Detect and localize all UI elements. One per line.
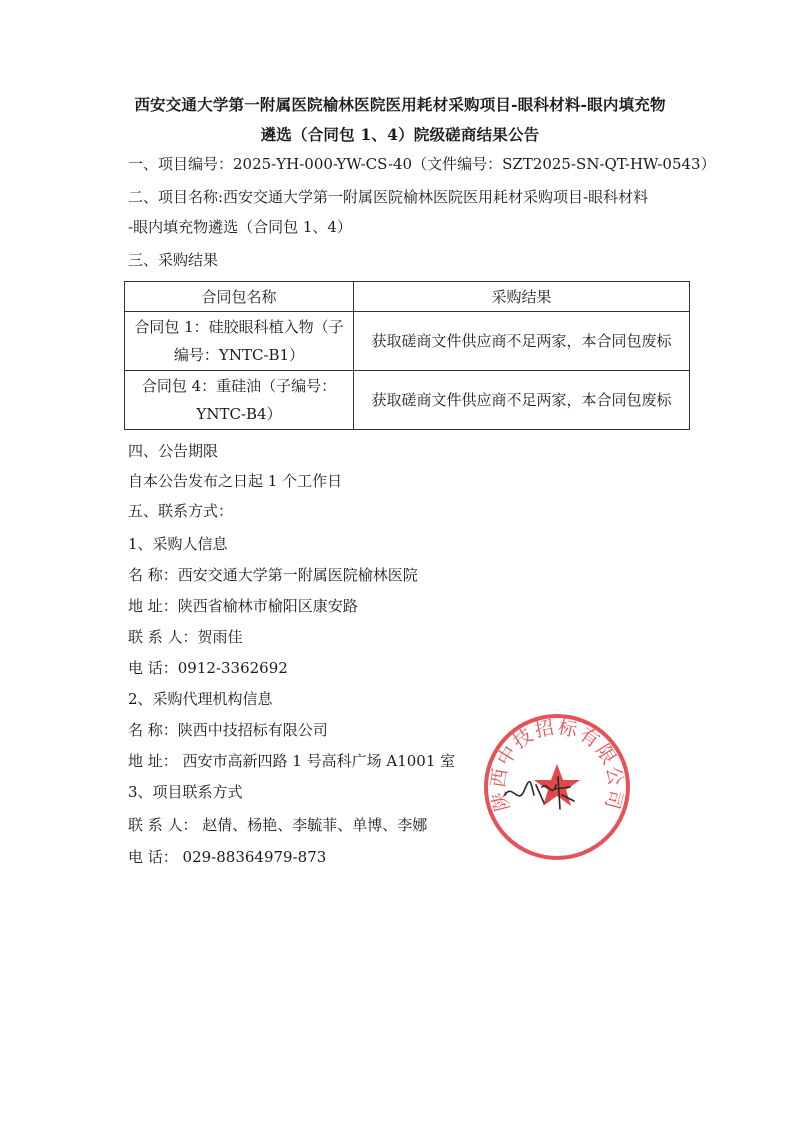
agency-address: 地 址： 西安市高新四路 1 号高科广场 A1001 室 <box>128 752 456 770</box>
package-line-1: 合同包 4：重硅油（子编号： <box>141 377 337 395</box>
agency-heading: 2、采购代理机构信息 <box>128 690 273 708</box>
table-row <box>125 371 690 430</box>
package-line-2: YNTC-B4） <box>196 405 282 423</box>
table-header-row <box>125 282 690 312</box>
agency-name: 名 称：陕西中技招标有限公司 <box>128 721 328 739</box>
purchaser-name: 名 称：西安交通大学第一附属医院榆林医院 <box>128 566 418 584</box>
title-line-1: 西安交通大学第一附属医院榆林医院医用耗材采购项目-眼科材料-眼内填充物 <box>134 95 666 114</box>
table-header-package: 合同包名称 <box>125 282 354 312</box>
seal-text: 陕西中技招标有限公司 <box>487 716 627 814</box>
table-header-result: 采购结果 <box>354 282 690 312</box>
purchaser-address: 地 址：陕西省榆林市榆阳区康安路 <box>128 597 358 615</box>
table-cell-package <box>125 371 354 430</box>
result-table <box>124 281 690 430</box>
notice-period-text: 自本公告发布之日起 1 个工作日 <box>128 472 343 490</box>
project-contact-heading: 3、项目联系方式 <box>128 783 243 801</box>
project-name-line-1: 二、项目名称:西安交通大学第一附属医院榆林医院医用耗材采购项目-眼科材料 <box>128 188 649 206</box>
table-cell-package <box>125 312 354 371</box>
purchaser-contact: 联 系 人：贺雨佳 <box>128 628 243 646</box>
table-row <box>125 312 690 371</box>
table-cell-result: 获取磋商文件供应商不足两家，本合同包废标 <box>354 312 690 371</box>
table-cell-result: 获取磋商文件供应商不足两家，本合同包废标 <box>354 371 690 430</box>
purchaser-heading: 1、采购人信息 <box>128 535 228 553</box>
package-line-2: 编号：YNTC-B1） <box>173 346 305 364</box>
project-number: 一、项目编号：2025-YH-000-YW-CS-40（文件编号：SZT2025-SN-QT-HW-0543） <box>128 155 716 173</box>
project-name-line-2: -眼内填充物遴选（合同包 1、4） <box>128 218 352 236</box>
package-line-1: 合同包 1：硅胶眼科植入物（子 <box>134 318 344 336</box>
purchaser-phone: 电 话：0912-3362692 <box>128 659 288 677</box>
result-heading: 三、采购结果 <box>128 251 219 269</box>
title-line-2: 遴选（合同包 1、4）院级磋商结果公告 <box>260 125 540 144</box>
project-contact-people: 联 系 人： 赵倩、杨艳、李毓菲、单博、李娜 <box>128 816 428 834</box>
project-contact-phone: 电 话： 029-88364979-873 <box>128 848 327 866</box>
notice-period-heading: 四、公告期限 <box>128 442 219 460</box>
handwritten-signature <box>500 765 580 815</box>
contact-heading: 五、联系方式： <box>128 502 234 520</box>
